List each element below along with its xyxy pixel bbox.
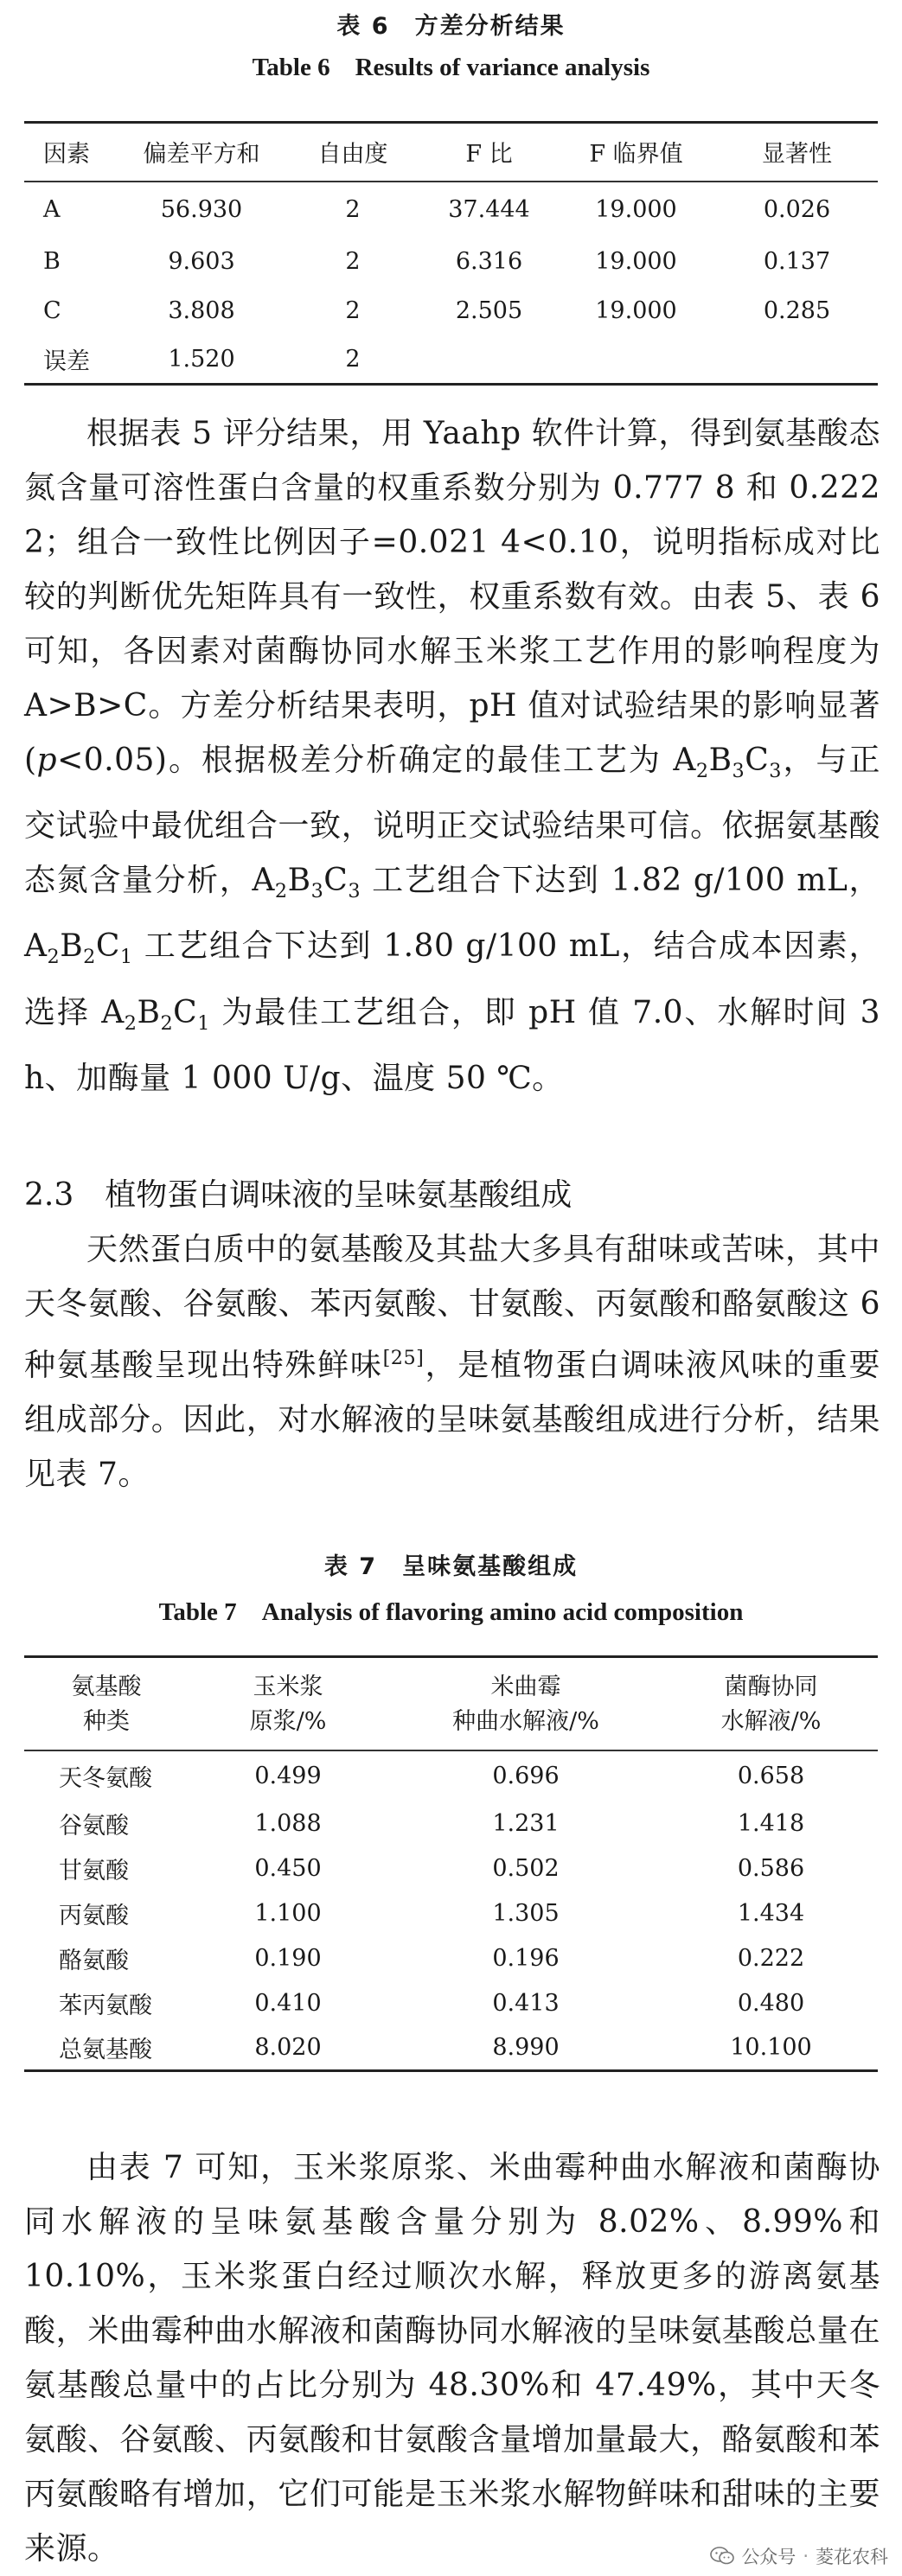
table6-body [24,182,878,385]
table6-cell: 3.808 [168,296,235,324]
watermark [710,2543,888,2569]
table-row [24,1801,878,1846]
table7-cell: 0.586 [737,1854,805,1882]
table6-cell: B [43,247,61,275]
table6-cell: 19.000 [595,195,677,223]
text-run: B [708,743,732,778]
watermark-separator: · [803,2546,809,2566]
text-run: 由表 7 可知，玉米浆原浆、米曲霉种曲水解液和菌酶协同水解液的呈味氨基酸含量分别为 8.02%、8.99%和 10.10%，玉米浆蛋白经过顺次水解，释放更多的游离氨基酸，米曲霉种曲水解液和菌酶协同水解液的呈味氨基酸总量在氨基酸总量中的占比分别为 48.30%和 47.49%，其中天冬氨酸、谷氨酸、丙氨酸和甘氨酸含量增加量最大，酪氨酸和苯丙氨酸略有增加，它们可能是玉米浆水解物鲜味和甜味的主要来源。 [24,2150,880,2566]
table6-header-cell: 偏差平方和 [119,123,284,182]
table6-cell: 19.000 [595,247,677,275]
table-row [24,335,878,385]
table7-header-line1: 菌酶协同 [724,1674,818,1700]
table6-header-cell: 因素 [24,123,119,182]
table6-header-row [24,123,878,182]
table7-header-cell [387,1657,664,1751]
text-run: p [36,743,58,778]
text-run: ，与正交试验中最优组合一致，说明正交试验结果可信。依据氨基酸态氮含量分析，A [24,743,880,899]
table7 [24,1655,878,2072]
table7-header-cell [189,1657,387,1751]
table6-cell: 2.505 [455,296,523,324]
table6-cell [556,335,716,385]
table7-caption-en: Table 7 Analysis of flavoring amino acid composition [158,1598,744,1626]
table7-cell: 1.305 [492,1899,560,1927]
table7-cell: 谷氨酸 [59,1812,129,1840]
table-row [24,237,878,286]
table7-body [24,1750,878,2070]
text-run: 3 [310,880,324,903]
table7-header-row [24,1657,878,1751]
text-run: ，是植物蛋白调味液风味的重要组成部分。因此，对水解液的呈味氨基酸组成进行分析，结果见表 7。 [24,1348,880,1492]
table7-header-line1: 米曲霉 [490,1674,561,1700]
table7-cell: 0.450 [254,1854,322,1882]
table6-cell: 2 [345,345,361,373]
table6-cell: 0.285 [763,296,831,324]
table7-cell: 总氨基酸 [59,2036,152,2063]
text-run: 2 [124,1011,138,1035]
table7-header-cell [664,1657,878,1751]
text-run: B [287,863,311,899]
text-run: 3 [769,760,782,783]
table7-header-line2: 原浆/% [249,1708,327,1735]
text-run: 2 [47,946,61,969]
table6-cell: 19.000 [595,296,677,324]
table7-cell: 0.410 [254,1989,322,2017]
text-run: <0.05)。根据极差分析确定的最佳工艺为 A [57,743,696,778]
text-run: [25] [382,1347,425,1369]
table-row [24,2025,878,2070]
text-run: 3 [348,880,361,903]
watermark-label: 公众号 [741,2547,796,2567]
table6-header-cell: 自由度 [284,123,422,182]
table6-cell: 2 [345,195,361,223]
table-row [24,1891,878,1935]
table7-cell: 0.196 [492,1944,560,1972]
table7-cell: 0.480 [737,1989,805,2017]
table6-caption-cn: 表 6 方差分析结果 [336,13,566,40]
table-row [24,1846,878,1891]
table7-cell: 1.418 [737,1809,805,1837]
table6-cell: 37.444 [448,195,530,223]
wechat-icon [710,2547,734,2566]
text-run: 2 [274,880,288,903]
table7-header-cell [24,1657,189,1751]
text-run: 2 [160,1011,174,1035]
text-run: 1 [197,1011,210,1035]
paragraph-1 [24,406,880,1106]
table6-header-cell: 显著性 [716,123,878,182]
text-run: 天然蛋白质中的氨基酸及其盐大多具有甜味或苦味，其中天冬氨酸、谷氨酸、苯丙氨酸、甘氨酸、丙氨酸和酪氨酸这 6 种氨基酸呈现出特殊鲜味 [24,1232,880,1383]
text-run: C [95,928,120,965]
table7-cell: 甘氨酸 [59,1857,129,1884]
table6-cell: 0.137 [763,247,831,275]
text-run: B [137,994,161,1030]
text-run: 3 [732,760,745,783]
text-run: 工艺组合下达到 1.82 g/100 mL，A [24,863,880,965]
table7-header-line2: 水解液/% [720,1708,822,1735]
table7-caption-cn: 表 7 呈味氨基酸组成 [323,1553,579,1580]
table6 [24,121,878,386]
table6-header-cell: F 比 [422,123,556,182]
table6-cell [716,335,878,385]
table7-cell: 8.990 [492,2033,560,2061]
watermark-account: 菱花农科 [816,2547,888,2567]
table6-cell: 9.603 [168,247,235,275]
table6-cell: 2 [345,296,361,324]
table7-cell: 天冬氨酸 [59,1765,152,1792]
text-run: B [60,928,84,965]
text-run: C [173,994,198,1030]
table7-cell: 8.020 [254,2033,322,2061]
text-run: 2 [83,946,96,969]
table6-cell: 56.930 [160,195,243,223]
table7-cell: 酪氨酸 [59,1947,129,1974]
text-run: 为最佳工艺组合，即 pH 值 7.0、水解时间 3 h、加酶量 1 000 U/g、温度 50 ℃。 [24,994,880,1096]
table6-cell: 0.026 [763,195,831,223]
table7-header-line2: 种曲水解液/% [452,1708,599,1735]
table7-cell: 10.100 [730,2033,812,2061]
table6-cell: 1.520 [168,345,235,373]
table-row [24,1980,878,2025]
table7-cell: 0.222 [737,1944,805,1972]
section-heading-2-3: 2.3 植物蛋白调味液的呈味氨基酸组成 [24,1177,573,1213]
table6-cell: C [43,296,61,324]
table6-caption-en: Table 6 Results of variance analysis [252,54,650,81]
table7-cell: 1.100 [254,1899,322,1927]
text-run: 工艺组合下达到 1.80 g/100 mL，结合成本因素，选择 A [24,928,880,1030]
text-run: C [745,743,770,778]
text-run: 1 [119,946,133,969]
table6-cell [422,335,556,385]
table7-cell: 0.658 [737,1763,805,1789]
table6-cell: A [43,195,61,223]
table7-header-line2: 种类 [83,1708,130,1735]
table-row [24,1750,878,1801]
table7-cell: 0.696 [492,1763,560,1789]
table7-cell: 1.088 [254,1809,322,1837]
table7-cell: 0.190 [254,1944,322,1972]
table7-cell: 苯丙氨酸 [59,1992,152,2019]
table7-cell: 1.434 [737,1899,805,1927]
paragraph-2 [24,1222,880,1502]
table6-cell: 误差 [43,348,90,375]
table7-cell: 0.413 [492,1989,560,2017]
text-run: C [323,863,349,899]
table6-header-cell: F 临界值 [556,123,716,182]
table7-cell: 1.231 [492,1809,560,1837]
table-row [24,182,878,237]
table6-cell: 6.316 [455,247,523,275]
table-row [24,286,878,335]
table7-cell: 0.502 [492,1854,560,1882]
table7-cell: 丙氨酸 [59,1902,129,1929]
table7-header-line1: 玉米浆 [253,1674,323,1700]
table6-cell: 2 [345,247,361,275]
paragraph-3 [24,2140,880,2576]
table7-cell: 0.499 [254,1763,322,1789]
text-run: 2 [695,760,709,783]
text-run: 根据表 5 评分结果，用 Yaahp 软件计算，得到氨基酸态氮含量可溶性蛋白含量的权重系数分别为 0.777 8 和 0.222 2；组合一致性比例因子=0.021 4<0.10，说明指标成对比较的判断优先矩阵具有一致性，权重系数有效。由表 5、表 6 可知，各因素对菌酶协同水解玉米浆工艺作用的影响程度为 A>B>C。方差分析结果表明，pH 值对试验结果的影响显著( [24,416,880,778]
table-row [24,1935,878,1980]
table7-header-line1: 氨基酸 [71,1674,142,1700]
